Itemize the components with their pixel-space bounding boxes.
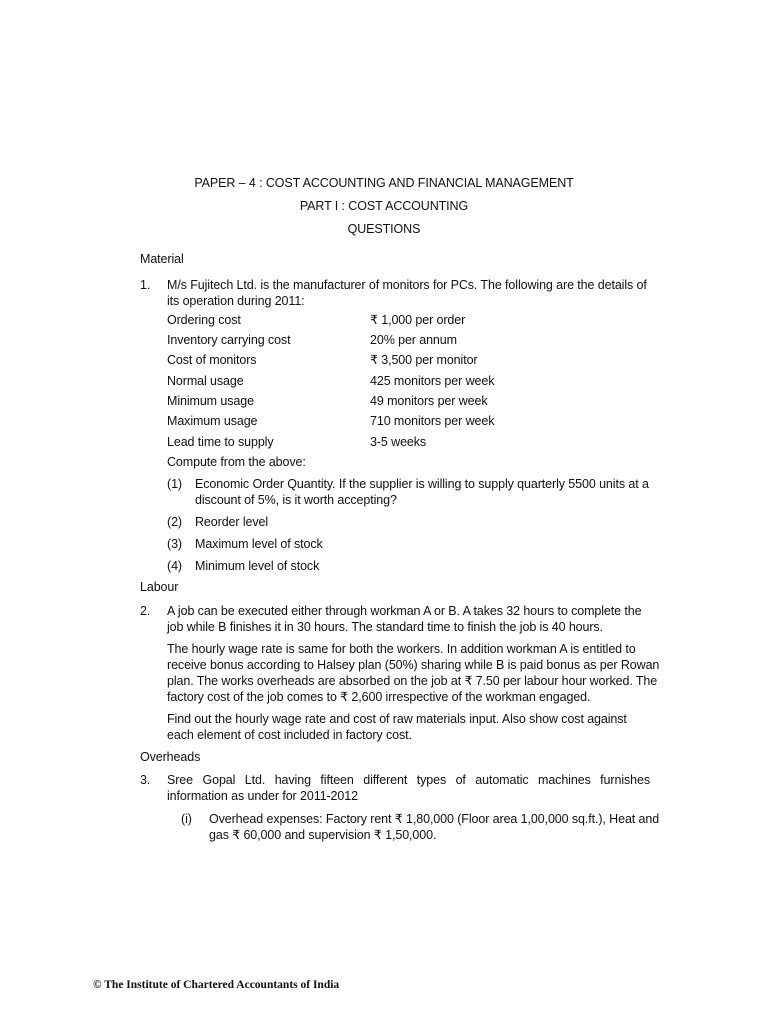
- question-1-intro-line1: M/s Fujitech Ltd. is the manufacturer of monitors for PCs. The following are the details of: [167, 278, 647, 292]
- paper-title: PAPER – 4 : COST ACCOUNTING AND FINANCIAL MANAGEMENT: [194, 176, 574, 190]
- question-2-para1-line2: job while B finishes it in 30 hours. The standard time to finish the job is 40 hours.: [167, 620, 603, 634]
- detail-label: Cost of monitors: [167, 353, 257, 367]
- detail-label: Minimum usage: [167, 394, 254, 408]
- question-2-number: 2.: [140, 604, 151, 618]
- item-number: (1): [167, 477, 182, 491]
- question-3-para1-line1: Sree Gopal Ltd. having fifteen different types of automatic machines furnishes: [167, 773, 650, 787]
- item-text-line2: discount of 5%, is it worth accepting?: [195, 493, 397, 507]
- item-text-line1: Minimum level of stock: [195, 559, 320, 573]
- part-title: PART I : COST ACCOUNTING: [299, 199, 469, 213]
- detail-label: Ordering cost: [167, 313, 241, 327]
- question-1-number: 1.: [140, 278, 151, 292]
- detail-value: ₹ 1,000 per order: [370, 313, 466, 327]
- question-1-intro-line2: its operation during 2011:: [167, 294, 305, 308]
- question-3-para1-line2: information as under for 2011-2012: [167, 789, 358, 803]
- detail-label: Inventory carrying cost: [167, 333, 291, 347]
- questions-title: QUESTIONS: [347, 222, 421, 236]
- detail-label: Lead time to supply: [167, 435, 274, 449]
- question-2-para2-line1: The hourly wage rate is same for both the workers. In addition workman A is entitled to: [167, 642, 636, 656]
- question-2-para2-line4: factory cost of the job comes to ₹ 2,600 irrespective of the workman engaged.: [167, 690, 591, 704]
- detail-label: Maximum usage: [167, 414, 258, 428]
- item-text-line1: Maximum level of stock: [195, 537, 323, 551]
- question-2-para3-line1: Find out the hourly wage rate and cost of raw materials input. Also show cost against: [167, 712, 627, 726]
- item-text-line1: Economic Order Quantity. If the supplier is willing to supply quarterly 5500 units at a: [195, 477, 649, 491]
- detail-value: 710 monitors per week: [370, 414, 495, 428]
- item-text-line1: Reorder level: [195, 515, 269, 529]
- detail-value: 425 monitors per week: [370, 374, 495, 388]
- copyright-footer: © The Institute of Chartered Accountants of India: [93, 979, 340, 991]
- detail-value: 49 monitors per week: [370, 394, 488, 408]
- item-number: (3): [167, 537, 182, 551]
- detail-value: 20% per annum: [370, 333, 457, 347]
- question-2-para2-line2: receive bonus according to Halsey plan (50%) sharing while B is paid bonus as per Rowan: [167, 658, 660, 672]
- section-heading-labour: Labour: [140, 580, 179, 594]
- compute-instruction: Compute from the above:: [167, 455, 306, 469]
- question-3-item-line2: gas ₹ 60,000 and supervision ₹ 1,50,000.: [209, 828, 437, 842]
- question-2-para3-line2: each element of cost included in factory cost.: [167, 728, 412, 742]
- detail-value: 3-5 weeks: [370, 435, 427, 449]
- question-3-number: 3.: [140, 773, 151, 787]
- item-number: (2): [167, 515, 182, 529]
- question-2-para2-line3: plan. The works overheads are absorbed on the job at ₹ 7.50 per labour hour worked. The: [167, 674, 658, 688]
- item-number: (4): [167, 559, 182, 573]
- question-3-item-line1: Overhead expenses: Factory rent ₹ 1,80,000 (Floor area 1,00,000 sq.ft.), Heat and: [209, 812, 660, 826]
- question-3-item-number: (i): [181, 812, 192, 826]
- section-heading-overheads: Overheads: [140, 750, 201, 764]
- question-2-para1-line1: A job can be executed either through workman A or B. A takes 32 hours to complete the: [167, 604, 642, 618]
- section-heading-material: Material: [140, 252, 184, 266]
- detail-value: ₹ 3,500 per monitor: [370, 353, 478, 367]
- detail-label: Normal usage: [167, 374, 244, 388]
